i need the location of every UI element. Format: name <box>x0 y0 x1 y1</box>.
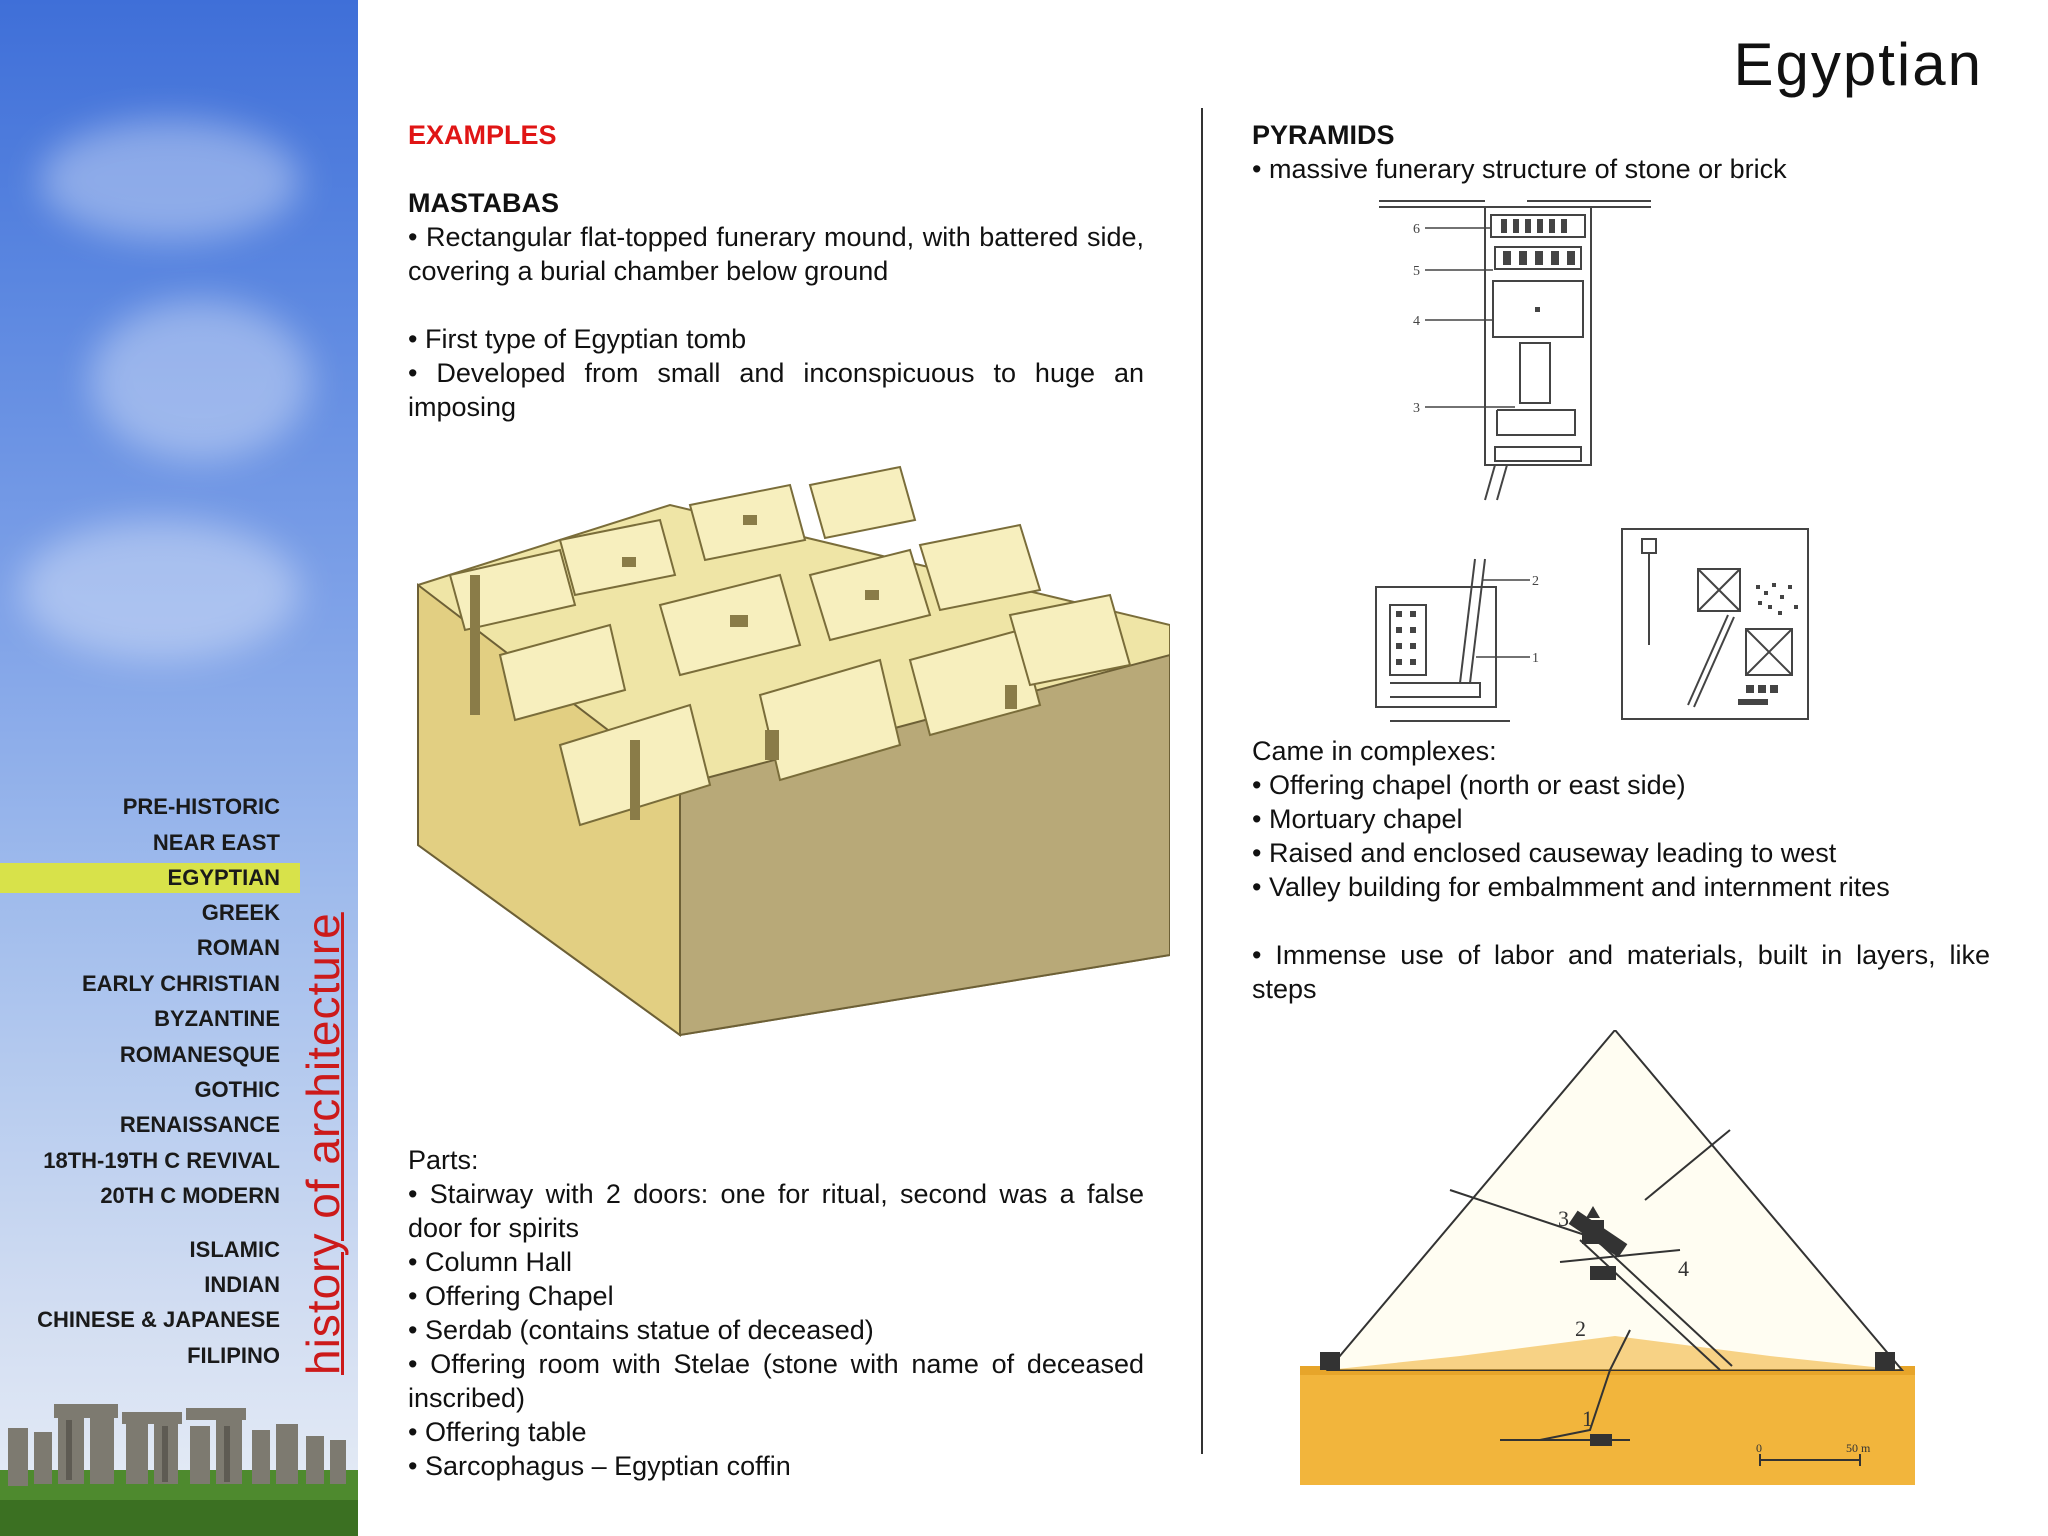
scale-label: 0 <box>1756 1441 1762 1455</box>
nav-item-indian[interactable]: INDIAN <box>204 1272 280 1297</box>
complexes-item: • Valley building for embalmment and internment rites <box>1252 872 1890 902</box>
mastabas-bullet: • Rectangular flat-topped funerary mound, with battered side, covering a burial chamber below ground <box>408 222 1144 286</box>
examples-heading: EXAMPLES <box>408 120 557 150</box>
temple-plan-diagram <box>1375 195 1655 505</box>
pyramid-section-diagram <box>1300 1030 1915 1485</box>
stonehenge-image <box>0 1380 358 1536</box>
vertical-site-title[interactable]: history of architecture <box>297 912 349 1375</box>
plan-label: 2 <box>1532 574 1539 589</box>
nav-item-modern[interactable]: 20TH C MODERN <box>100 1183 280 1208</box>
plan-label: 4 <box>1413 314 1420 329</box>
section-label: 1 <box>1582 1406 1593 1431</box>
scale-label: 50 m <box>1846 1441 1871 1455</box>
parts-item: • Offering Chapel <box>408 1281 614 1311</box>
parts-item: • Stairway with 2 doors: one for ritual, second was a false door for spirits <box>408 1179 1144 1243</box>
parts-item: • Sarcophagus – Egyptian coffin <box>408 1451 791 1481</box>
parts-item: • Offering table <box>408 1417 587 1447</box>
nav-item-islamic[interactable]: ISLAMIC <box>189 1237 280 1262</box>
plan-label: 5 <box>1413 264 1420 279</box>
nav-item-greek[interactable]: GREEK <box>201 900 280 925</box>
sidebar <box>0 0 358 1536</box>
mastabas-bullet: • First type of Egyptian tomb <box>408 324 747 354</box>
column-divider <box>1201 108 1203 1454</box>
nav-item-revival[interactable]: 18TH-19TH C REVIVAL <box>43 1148 280 1173</box>
parts-item: • Serdab (contains statue of deceased) <box>408 1315 874 1345</box>
complexes-heading: Came in complexes: <box>1252 736 1497 766</box>
nav-item-renaissance[interactable]: RENAISSANCE <box>119 1112 280 1137</box>
plan-label: 1 <box>1532 651 1539 666</box>
nav-item-roman[interactable]: ROMAN <box>196 935 280 960</box>
sky-cloud <box>20 520 300 660</box>
complexes-item: • Offering chapel (north or east side) <box>1252 770 1686 800</box>
pyramids-heading: PYRAMIDS <box>1252 120 1395 150</box>
pyramids-description: • massive funerary structure of stone or brick <box>1252 154 1787 184</box>
sky-cloud <box>90 300 310 460</box>
nav-item-early-christian[interactable]: EARLY CHRISTIAN <box>81 971 280 996</box>
section-label: 4 <box>1678 1256 1689 1281</box>
sky-cloud <box>40 120 300 240</box>
mastabas-bullet: • Developed from small and inconspicuous to huge an imposing <box>408 358 1144 422</box>
nav-item-chinese-japanese[interactable]: CHINESE & JAPANESE <box>37 1307 280 1332</box>
nav-item-pre-historic[interactable]: PRE-HISTORIC <box>122 794 280 819</box>
nav-item-filipino[interactable]: FILIPINO <box>187 1343 280 1368</box>
complexes-item: • Raised and enclosed causeway leading to west <box>1252 838 1837 868</box>
complexes-item: • Mortuary chapel <box>1252 804 1463 834</box>
complex-plan-diagram <box>1370 555 1555 725</box>
nav-item-romanesque[interactable]: ROMANESQUE <box>119 1042 280 1067</box>
page-title: Egyptian <box>1733 31 1983 98</box>
nav-item-gothic[interactable]: GOTHIC <box>194 1077 280 1102</box>
section-label: 2 <box>1575 1316 1586 1341</box>
mastabas-heading: MASTABAS <box>408 188 559 218</box>
parts-item: • Column Hall <box>408 1247 573 1277</box>
nav-item-byzantine[interactable]: BYZANTINE <box>154 1006 280 1031</box>
parts-heading: Parts: <box>408 1145 479 1175</box>
mastaba-illustration <box>410 455 1170 1045</box>
plan-label: 3 <box>1413 401 1420 416</box>
plan-label: 6 <box>1413 222 1420 237</box>
nav-item-near-east[interactable]: NEAR EAST <box>152 830 280 855</box>
section-label: 3 <box>1558 1206 1569 1231</box>
nav-item-egyptian[interactable]: EGYPTIAN <box>0 863 300 893</box>
parts-item: • Offering room with Stelae (stone with name of deceased inscribed) <box>408 1349 1144 1413</box>
immense-note: • Immense use of labor and materials, built in layers, like steps <box>1252 940 1990 1004</box>
pyramid-complex-site-plan <box>1618 525 1812 725</box>
